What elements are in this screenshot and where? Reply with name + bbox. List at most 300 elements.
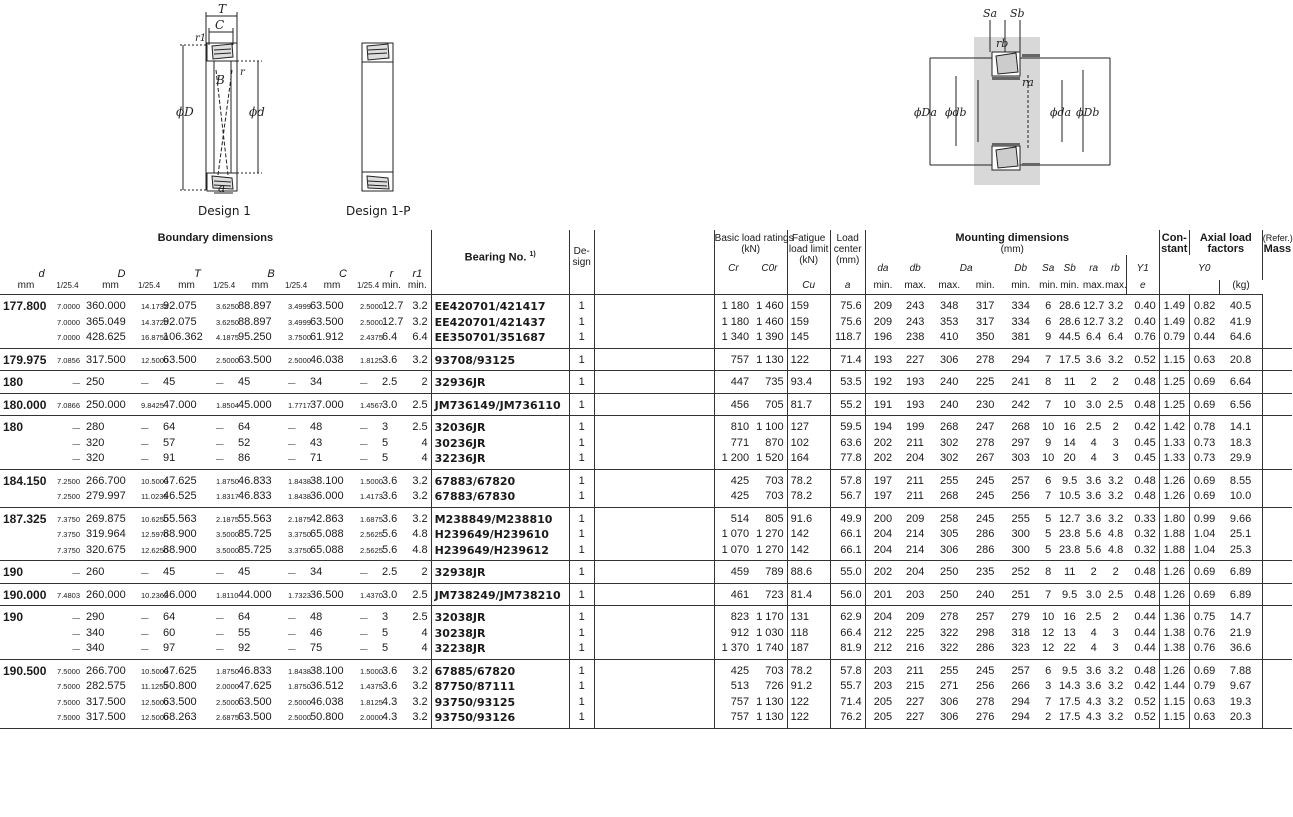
db: 199: [905, 421, 925, 433]
D-mm-cell: [83, 295, 138, 349]
Sa: 10: [1042, 421, 1055, 433]
C-inch-cell: [357, 295, 383, 349]
axial-label-b: factors: [1207, 243, 1245, 255]
Y0: 0.79: [1193, 680, 1216, 692]
rb-cell: [1105, 416, 1126, 470]
D-mm: 317.500: [86, 353, 126, 366]
bore-diameter: [0, 561, 52, 584]
unit-spacer: [594, 280, 714, 295]
Y0: 1.04: [1193, 543, 1216, 556]
Sa-cell: [1039, 348, 1057, 371]
spacer-cell: [594, 371, 714, 394]
ra: 3.6: [1086, 664, 1102, 677]
db: 225: [905, 626, 925, 639]
Sb: 11: [1063, 376, 1076, 388]
sym-a: a: [830, 280, 865, 295]
db: 227: [905, 695, 925, 708]
a-cell: [830, 659, 865, 728]
D-inch: —: [141, 628, 149, 638]
a: 75.6: [840, 315, 862, 328]
design-label-a: De-: [573, 245, 590, 257]
db: 209: [905, 611, 925, 623]
Cu-cell: [787, 416, 830, 470]
sym-Cu: Cu: [787, 280, 830, 295]
T-inch: —: [216, 423, 224, 432]
C-mm-cell: [307, 659, 357, 728]
spacer-cell: [594, 561, 714, 584]
rb: 3.2: [1108, 300, 1124, 312]
C0r: 870: [765, 436, 784, 449]
e: 0.40: [1134, 300, 1156, 312]
B-inch: 3.4999: [288, 317, 311, 327]
e-cell: [1126, 393, 1159, 416]
Da-max-cell: [930, 659, 968, 728]
Da-max: 306: [939, 711, 959, 723]
D-mm: 317.500: [86, 711, 126, 723]
e-cell: [1126, 659, 1159, 728]
Sa: 5: [1045, 543, 1052, 556]
e: 0.40: [1134, 315, 1156, 328]
sym-Da: Da: [959, 263, 973, 274]
e: 0.33: [1134, 512, 1156, 525]
C0r-cell: [752, 371, 787, 394]
bearing-no-cell: [431, 469, 569, 507]
r1-min: 3.2: [412, 490, 428, 502]
bearing-no-cell: [431, 606, 569, 660]
spacer-cell: [594, 393, 714, 416]
r1-min: 3.2: [412, 315, 428, 328]
B-inch: 3.7500: [288, 333, 311, 342]
da-cell: [865, 606, 900, 660]
unit-mm-B: mm: [235, 280, 285, 295]
Cr-cell: [714, 393, 752, 416]
basic-label-a: Basic load ratings: [714, 233, 794, 244]
Y1: 1.42: [1163, 421, 1185, 433]
table-row: [0, 583, 1292, 606]
bearing-no: 67885/67820: [434, 664, 516, 678]
e-cell: [1126, 606, 1159, 660]
d-inch: 7.2500: [57, 476, 80, 486]
T-inch-cell: [213, 295, 239, 349]
Sa-cell: [1039, 393, 1057, 416]
Y1-cell: [1159, 507, 1189, 561]
Y0: 0.73: [1193, 436, 1216, 449]
r1-min-cell: [404, 469, 431, 507]
Cu: 91.2: [790, 680, 813, 692]
Sa: 6: [1045, 474, 1052, 487]
table-row: [0, 416, 1292, 470]
e-cell: [1126, 371, 1159, 394]
Sa-cell: [1039, 659, 1057, 728]
Y1: 1.26: [1163, 474, 1185, 487]
e: 0.45: [1134, 452, 1156, 464]
Cr: 425: [730, 490, 750, 502]
C0r: 1 170: [756, 611, 784, 623]
Sb: 44.5: [1058, 331, 1081, 343]
label-C: C: [215, 18, 225, 32]
a: 55.7: [840, 680, 862, 692]
r1-min: 4: [421, 626, 428, 639]
mass: 21.9: [1229, 626, 1252, 639]
undefined-cell: [1262, 583, 1292, 606]
label-Db: ϕDb: [1076, 106, 1100, 119]
Sb-cell: [1057, 606, 1082, 660]
Cu-cell: [787, 393, 830, 416]
unit-in-B: 1/25.4: [285, 280, 307, 295]
Da-max: 305: [939, 528, 959, 540]
Da-min: 286: [975, 528, 995, 540]
B-mm: 63.500: [238, 695, 272, 708]
T-mm-cell: [160, 469, 213, 507]
Db-cell: [1002, 348, 1039, 371]
C-mm: 37.000: [310, 398, 344, 411]
C-mm-cell: [307, 393, 357, 416]
D-mm: 319.964: [86, 528, 126, 540]
C-inch-cell: [357, 469, 383, 507]
r1-min: 2.5: [412, 398, 428, 411]
C-inch: 2.5625: [360, 530, 383, 539]
Y1: 1.80: [1163, 512, 1185, 525]
Y0: 0.69: [1193, 474, 1216, 487]
a-cell: [830, 469, 865, 507]
r1-min: 2: [421, 566, 428, 578]
Y1: 1.49: [1163, 315, 1185, 328]
rb-cell: [1105, 348, 1126, 371]
C0r: 705: [765, 398, 784, 411]
d-inch: 7.5000: [57, 713, 80, 722]
mass-cell: [1219, 416, 1262, 470]
Da-max: 240: [939, 376, 959, 388]
C-inch: 2.5000: [360, 317, 383, 327]
sym-db: db: [909, 263, 921, 274]
Cr: 757: [730, 353, 750, 366]
B-mm-cell: [235, 371, 285, 394]
bore-value: 179.975: [3, 352, 47, 367]
D-mm-cell: [83, 416, 138, 470]
Sb: 9.5: [1062, 588, 1078, 601]
D-mm: 365.049: [86, 315, 126, 328]
D-inch: —: [141, 423, 149, 432]
a: 71.4: [840, 695, 862, 708]
Da-max: 250: [939, 588, 959, 601]
Da-min: 235: [975, 566, 995, 578]
D-mm-cell: [83, 659, 138, 728]
table-row: [0, 393, 1292, 416]
design-cell: [569, 561, 594, 584]
r1-min: 3.2: [412, 353, 428, 366]
C-inch: —: [360, 438, 368, 448]
D-mm-cell: [83, 371, 138, 394]
load-label-c: (mm): [835, 255, 860, 266]
D-mm: 340: [86, 626, 105, 639]
D-mm: 269.875: [86, 512, 126, 525]
Y0: 0.69: [1193, 566, 1216, 578]
bearing-no: 30238JR: [434, 626, 486, 640]
table-row: [0, 561, 1292, 584]
D-inch: —: [141, 378, 149, 387]
D-inch-cell: [138, 348, 169, 371]
T-inch-cell: [213, 393, 239, 416]
sym-B: B: [267, 268, 275, 280]
bore-diameter: [0, 348, 52, 371]
Db: 279: [1011, 611, 1030, 623]
sym-T: T: [194, 268, 201, 280]
ra-cell: [1082, 295, 1105, 349]
unit-min-Da: min.: [968, 280, 1002, 295]
B-mm: 86: [238, 452, 251, 464]
db: 214: [905, 543, 925, 556]
bearing-no: 32038JR: [434, 611, 486, 624]
bore-diameter: [0, 659, 52, 728]
d-inch-cell: [52, 348, 83, 371]
D-inch: 11.1250: [141, 682, 168, 691]
Cr-cell: [714, 416, 752, 470]
db: 204: [905, 452, 925, 464]
Cu-cell: [787, 659, 830, 728]
Cr: 1 340: [721, 331, 750, 343]
Cu-cell: [787, 469, 830, 507]
da: 212: [873, 642, 893, 654]
rb: 3: [1112, 642, 1119, 654]
Cr: 1 070: [721, 528, 750, 540]
D-mm: 260.000: [86, 588, 126, 601]
T-inch: 3.5000: [216, 545, 239, 555]
ra: 3.0: [1086, 398, 1102, 411]
Cu: 159: [790, 315, 810, 328]
design-label-b: sign: [572, 256, 591, 268]
T-mm-cell: [160, 583, 213, 606]
Da-max: 322: [939, 642, 959, 654]
Y0: 1.04: [1193, 528, 1216, 540]
da: 197: [873, 490, 893, 502]
C-inch-cell: [357, 393, 383, 416]
Db: 266: [1011, 680, 1030, 692]
unit-max-rb: max.: [1105, 280, 1126, 295]
rb: 3.2: [1108, 353, 1124, 366]
label-T: T: [218, 2, 227, 16]
Y0-cell: [1189, 469, 1219, 507]
r1-min: 2.5: [412, 611, 428, 623]
Da-min: 247: [975, 421, 995, 433]
mounting-label-b: (mm): [1000, 244, 1024, 255]
d-inch: —: [72, 613, 80, 622]
C-mm: 38.100: [310, 474, 344, 487]
Y1: 1.26: [1163, 664, 1185, 677]
bearing-no: 67883/67820: [434, 474, 516, 488]
mass-header: [1262, 230, 1292, 280]
rb: 3: [1112, 436, 1119, 449]
T-inch: —: [216, 568, 224, 577]
a: 56.0: [840, 588, 862, 601]
Sb-cell: [1057, 348, 1082, 371]
db-cell: [900, 371, 930, 394]
ra-cell: [1082, 416, 1105, 470]
r-min: 5: [382, 642, 389, 654]
B-mm: 45: [238, 376, 251, 388]
sym-Sa: Sa: [1042, 263, 1055, 274]
sym-d: d: [38, 268, 45, 280]
Db: 294: [1011, 353, 1030, 366]
Sb: 11: [1063, 566, 1076, 578]
T-inch: 2.6875: [216, 713, 239, 722]
Y1-cell: [1159, 393, 1189, 416]
spacer-cell: [594, 348, 714, 371]
C0r-cell: [752, 507, 787, 561]
bearing-no-cell: [431, 416, 569, 470]
e: 0.48: [1134, 398, 1156, 411]
Sa: 12: [1042, 642, 1055, 654]
mass-cell: [1219, 583, 1262, 606]
mass: 25.3: [1229, 543, 1252, 556]
mass: 29.9: [1229, 452, 1252, 464]
D-mm: 279.997: [86, 490, 126, 502]
da: 212: [873, 626, 893, 639]
design: 1: [578, 490, 585, 502]
bearing-no-cell: [431, 295, 569, 349]
D-inch: 12.5970: [141, 530, 169, 539]
da: 201: [873, 588, 893, 601]
Y1-cell: [1159, 606, 1189, 660]
a-cell: [830, 295, 865, 349]
Da-min: 245: [975, 490, 995, 502]
B-mm: 88.897: [238, 300, 272, 312]
bearing-no: EE420701/421437: [434, 315, 546, 329]
C0r: 1 460: [756, 300, 784, 312]
T-mm-cell: [160, 416, 213, 470]
d-inch: 7.0000: [57, 302, 80, 311]
design: 1: [578, 376, 585, 388]
a: 63.6: [840, 436, 862, 449]
sym-Y0: Y0: [1198, 263, 1211, 274]
d-inch: 7.5000: [57, 666, 80, 676]
design1p-diagram: [362, 43, 393, 191]
B-inch: —: [288, 568, 296, 577]
spacer-cell: [594, 507, 714, 561]
B-mm-cell: [235, 393, 285, 416]
C-mm: 34: [310, 376, 323, 388]
mass: 6.56: [1229, 398, 1252, 411]
C-inch: 2.0000: [360, 713, 383, 722]
B-inch-cell: [285, 507, 311, 561]
r1-min-cell: [404, 371, 431, 394]
d-inch: —: [72, 378, 80, 387]
B-mm-cell: [235, 295, 285, 349]
db-cell: [900, 469, 930, 507]
undefined-cell: [1262, 507, 1292, 561]
Sb: 12.7: [1058, 512, 1081, 525]
e: 0.48: [1134, 376, 1156, 388]
C-mm: 46: [310, 626, 323, 639]
Y1: 1.33: [1163, 452, 1185, 464]
B-mm-cell: [235, 507, 285, 561]
Da-min-cell: [968, 606, 1002, 660]
Sb: 9.5: [1062, 664, 1078, 677]
mass: 40.5: [1229, 300, 1252, 312]
Cr-cell: [714, 583, 752, 606]
a: 66.1: [840, 528, 862, 540]
d-inch: 7.5000: [57, 682, 80, 691]
Y1-cell: [1159, 659, 1189, 728]
D-mm: 317.500: [86, 695, 126, 708]
T-inch: 1.8750: [216, 666, 239, 676]
a: 66.1: [840, 543, 862, 556]
unit-in-D: 1/25.4: [138, 280, 160, 295]
Y1-cell: [1159, 469, 1189, 507]
undefined-cell: [1262, 371, 1292, 394]
T-inch: 2.5000: [216, 697, 239, 707]
Da-max: 348: [939, 300, 959, 312]
table-row: [0, 469, 1292, 507]
ra: 4: [1090, 452, 1097, 464]
da-cell: [865, 583, 900, 606]
T-inch: 2.0000: [216, 682, 239, 691]
db-cell: [900, 583, 930, 606]
Cu: 187: [790, 642, 810, 654]
ra: 2: [1090, 566, 1097, 578]
B-mm-cell: [235, 561, 285, 584]
unit-min-r: min.: [379, 280, 404, 295]
C-mm: 65.088: [310, 528, 344, 540]
mounting-label-a: Mounting dimensions: [955, 232, 1070, 244]
D-mm: 320.675: [86, 543, 126, 556]
Y1: 1.15: [1163, 711, 1185, 723]
T-mm-cell: [160, 507, 213, 561]
design: 1: [578, 611, 585, 623]
da: 203: [873, 664, 893, 677]
Cu: 122: [790, 353, 810, 366]
C-inch: 2.4375: [360, 333, 383, 342]
a-cell: [830, 606, 865, 660]
r1-min: 4: [421, 642, 428, 654]
e-cell: [1126, 348, 1159, 371]
Sa-cell: [1039, 561, 1057, 584]
ra-cell: [1082, 606, 1105, 660]
Cu: 127: [790, 421, 810, 433]
Y1: 1.26: [1163, 588, 1185, 601]
design-cell: [569, 469, 594, 507]
ra-cell: [1082, 659, 1105, 728]
Sa: 2: [1045, 711, 1052, 723]
Y0: 0.99: [1193, 512, 1216, 525]
T-inch: 3.5000: [216, 530, 239, 539]
T-mm: 45: [163, 566, 176, 578]
da: 204: [873, 528, 893, 540]
Da-max-cell: [930, 416, 968, 470]
D-inch-cell: [138, 295, 169, 349]
C-inch: —: [360, 628, 368, 638]
C-mm: 46.038: [310, 695, 344, 708]
Cr: 513: [730, 680, 750, 692]
load-label-b: center: [833, 244, 862, 255]
rb: 3.2: [1108, 680, 1124, 692]
design: 1: [578, 353, 585, 366]
d-inch-cell: [52, 606, 83, 660]
Sa: 8: [1045, 376, 1052, 388]
Da-min-cell: [968, 583, 1002, 606]
Db-cell: [1002, 393, 1039, 416]
T-mm: 106.362: [163, 331, 203, 343]
Y0-cell: [1189, 507, 1219, 561]
unit-Y1: [1159, 280, 1189, 295]
T-inch: —: [216, 454, 224, 463]
ra-cell: [1082, 393, 1105, 416]
d-inch: 7.0866: [57, 400, 80, 410]
mass: 18.3: [1229, 436, 1252, 449]
C0r: 726: [765, 680, 784, 692]
D-inch-cell: [138, 606, 160, 660]
C-mm: 43: [310, 436, 323, 449]
sym-Sb: Sb: [1063, 263, 1076, 274]
